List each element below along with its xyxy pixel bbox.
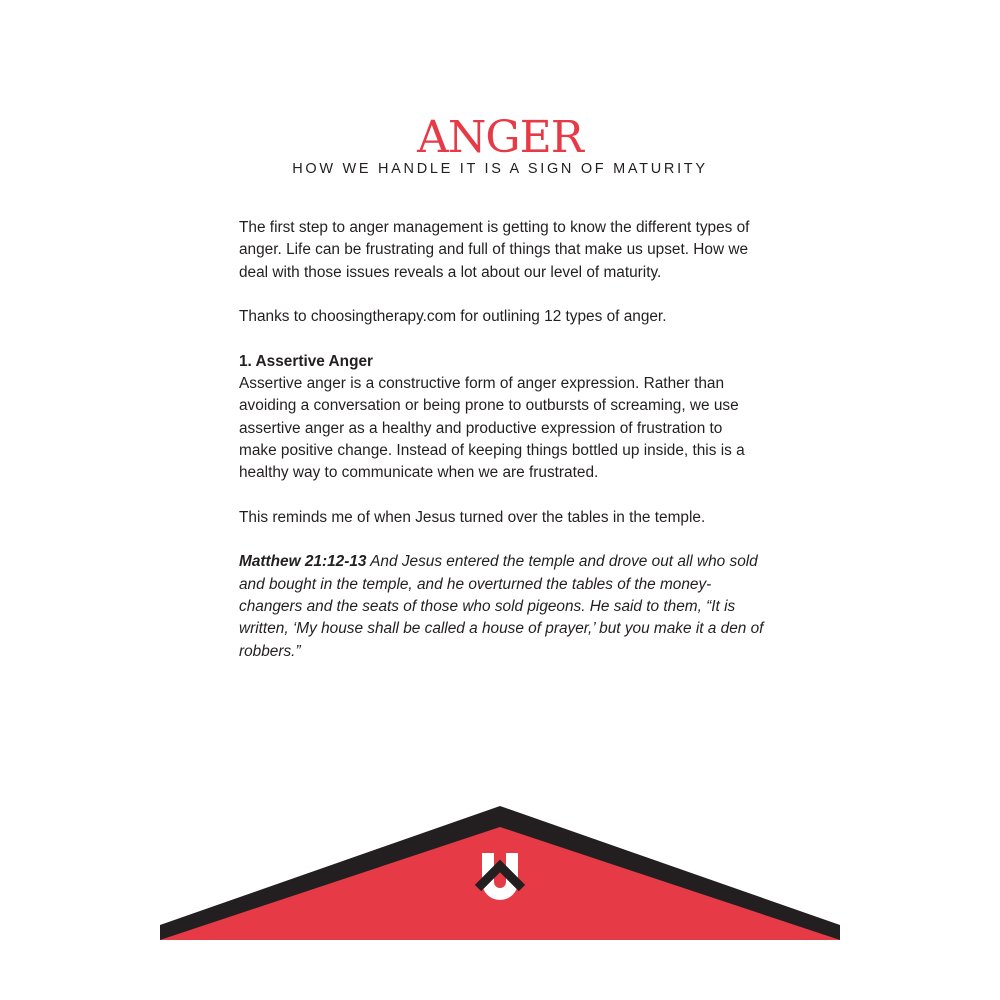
section-heading: 1. Assertive Anger	[239, 352, 374, 370]
body-text	[239, 217, 764, 685]
intro-paragraph: The first step to anger management is getting to know the different types of anger. Life can be frustrating and full of things that make us upset. How we deal with those issues reveals a lot about our level of maturity.	[239, 219, 750, 281]
roof-fill	[160, 827, 840, 940]
section-body: Assertive anger is a constructive form of anger expression. Rather than avoiding a conversation or being prone to outbursts of screaming, we use assertive anger as a healthy and productive expression of frustration to make positive change. Instead of keeping things bottled up inside, this is a healthy way to communicate when we are frustrated.	[239, 375, 745, 482]
verse-text: And Jesus entered the temple and drove out all who sold and bought in the temple, and he overturned the tables of the money-changers and the seats of those who sold pigeons. He said to them, “It is written, ‘My house shall be called a house of prayer,’ but you make it a den of robbers.”	[239, 553, 764, 660]
verse-reference: Matthew 21:12-13	[239, 553, 367, 571]
page-title: ANGER	[417, 112, 583, 163]
section-paragraph	[239, 351, 764, 485]
verse-paragraph	[239, 551, 764, 662]
reminder-paragraph: This reminds me of when Jesus turned over the tables in the temple.	[239, 508, 706, 526]
thanks-paragraph: Thanks to choosingtherapy.com for outlining 12 types of anger.	[239, 308, 667, 326]
roof-footer	[160, 800, 840, 940]
page-subtitle: HOW WE HANDLE IT IS A SIGN OF MATURITY	[292, 161, 708, 177]
